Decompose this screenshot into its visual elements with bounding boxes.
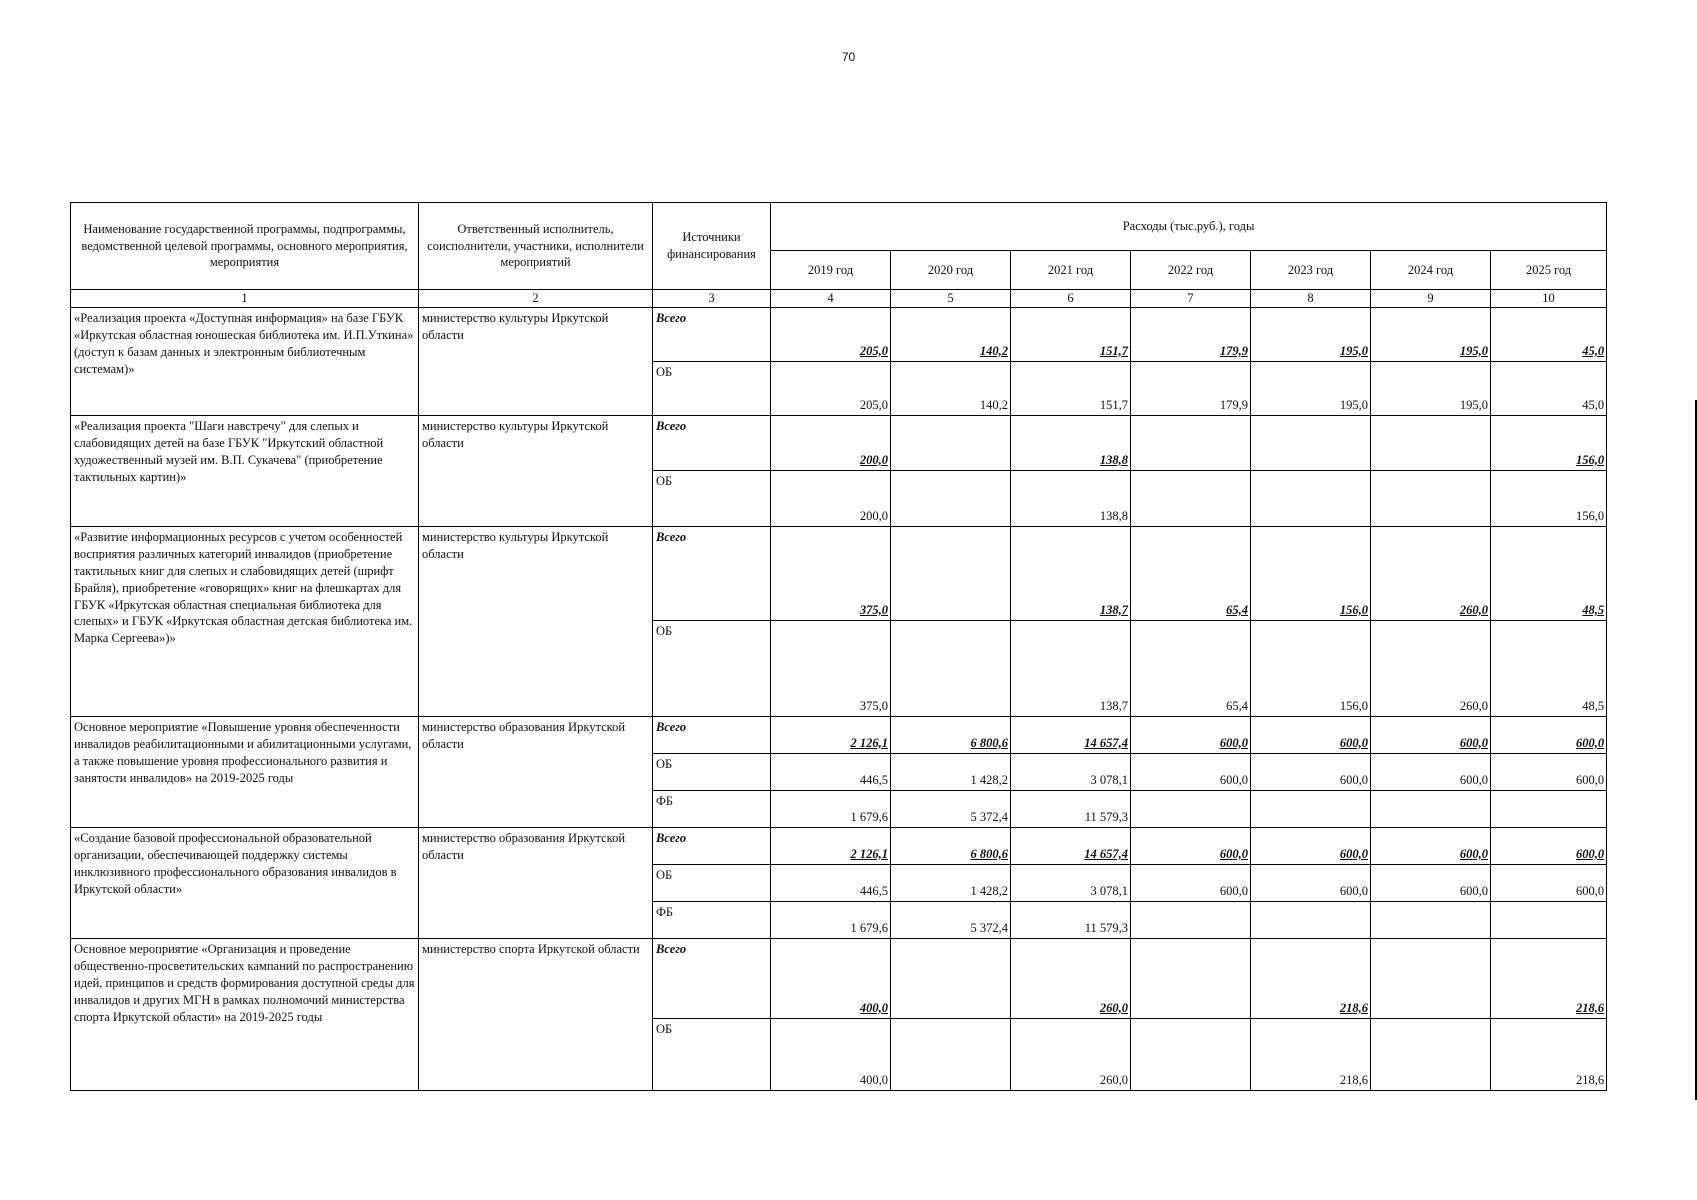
value-cell: 205,0 bbox=[771, 362, 891, 416]
value-cell: 6 800,6 bbox=[891, 717, 1011, 754]
activity-name: Основное мероприятие «Повышение уровня обеспеченности инвалидов реабилитационными и абилитационными услугами, а также повышение уровня профессионального развития и занятости инвалидов» на 2019-2025 годы bbox=[71, 717, 419, 828]
value-cell: 1 428,2 bbox=[891, 865, 1011, 902]
value-cell: 200,0 bbox=[771, 416, 891, 471]
column-number: 4 bbox=[771, 290, 891, 308]
value-cell: 3 078,1 bbox=[1011, 754, 1131, 791]
source-label: Всего bbox=[653, 717, 771, 754]
value-cell: 600,0 bbox=[1491, 865, 1607, 902]
value-cell: 65,4 bbox=[1131, 527, 1251, 621]
value-cell: 156,0 bbox=[1251, 621, 1371, 717]
value-cell bbox=[1251, 902, 1371, 939]
value-cell: 156,0 bbox=[1491, 416, 1607, 471]
activity-name: «Реализация проекта «Доступная информация» на базе ГБУК «Иркутская областная юношеская библиотека им. И.П.Уткина» (доступ к базам данных и электронным библиотечным системам)» bbox=[71, 308, 419, 416]
column-number: 6 bbox=[1011, 290, 1131, 308]
value-cell bbox=[891, 416, 1011, 471]
value-cell: 600,0 bbox=[1491, 717, 1607, 754]
activity-executor: министерство образования Иркутской области bbox=[419, 717, 653, 828]
value-cell: 1 679,6 bbox=[771, 902, 891, 939]
activity-executor: министерство спорта Иркутской области bbox=[419, 939, 653, 1091]
value-cell: 218,6 bbox=[1251, 939, 1371, 1019]
value-cell: 14 657,4 bbox=[1011, 828, 1131, 865]
value-cell: 6 800,6 bbox=[891, 828, 1011, 865]
table-row bbox=[71, 717, 1607, 754]
value-cell: 138,7 bbox=[1011, 621, 1131, 717]
value-cell: 600,0 bbox=[1131, 754, 1251, 791]
value-cell bbox=[891, 527, 1011, 621]
value-cell: 156,0 bbox=[1251, 527, 1371, 621]
source-label: Всего bbox=[653, 828, 771, 865]
value-cell: 446,5 bbox=[771, 865, 891, 902]
value-cell: 5 372,4 bbox=[891, 791, 1011, 828]
value-cell: 200,0 bbox=[771, 471, 891, 527]
source-label: Всего bbox=[653, 308, 771, 362]
activity-executor: министерство культуры Иркутской области bbox=[419, 308, 653, 416]
value-cell: 600,0 bbox=[1251, 865, 1371, 902]
header-year-2020: 2020 год bbox=[891, 251, 1011, 290]
value-cell: 1 679,6 bbox=[771, 791, 891, 828]
value-cell bbox=[1371, 1019, 1491, 1091]
header-year-2023: 2023 год bbox=[1251, 251, 1371, 290]
value-cell: 3 078,1 bbox=[1011, 865, 1131, 902]
column-number: 7 bbox=[1131, 290, 1251, 308]
activity-executor: министерство культуры Иркутской области bbox=[419, 527, 653, 717]
value-cell bbox=[1371, 939, 1491, 1019]
value-cell: 260,0 bbox=[1371, 527, 1491, 621]
value-cell: 218,6 bbox=[1251, 1019, 1371, 1091]
column-number: 3 bbox=[653, 290, 771, 308]
value-cell: 195,0 bbox=[1251, 308, 1371, 362]
value-cell: 400,0 bbox=[771, 1019, 891, 1091]
value-cell: 600,0 bbox=[1371, 828, 1491, 865]
value-cell: 600,0 bbox=[1131, 865, 1251, 902]
value-cell bbox=[891, 1019, 1011, 1091]
value-cell bbox=[891, 621, 1011, 717]
value-cell bbox=[1491, 791, 1607, 828]
activity-name: «Реализация проекта "Шаги навстречу" для слепых и слабовидящих детей на базе ГБУК "Иркутский областной художественный музей им. В.П. Сукачева" (приобретение тактильных картин)» bbox=[71, 416, 419, 527]
table-row bbox=[71, 308, 1607, 362]
header-source: Источники финансирования bbox=[653, 203, 771, 290]
column-number: 8 bbox=[1251, 290, 1371, 308]
value-cell: 260,0 bbox=[1011, 1019, 1131, 1091]
value-cell: 260,0 bbox=[1371, 621, 1491, 717]
source-label: Всего bbox=[653, 416, 771, 471]
value-cell bbox=[1131, 471, 1251, 527]
value-cell bbox=[1371, 791, 1491, 828]
value-cell: 600,0 bbox=[1131, 717, 1251, 754]
value-cell bbox=[1491, 902, 1607, 939]
budget-table bbox=[70, 202, 1607, 1091]
value-cell: 600,0 bbox=[1371, 754, 1491, 791]
value-cell: 5 372,4 bbox=[891, 902, 1011, 939]
value-cell: 45,0 bbox=[1491, 308, 1607, 362]
value-cell: 600,0 bbox=[1371, 865, 1491, 902]
value-cell: 205,0 bbox=[771, 308, 891, 362]
value-cell: 140,2 bbox=[891, 308, 1011, 362]
value-cell bbox=[891, 939, 1011, 1019]
column-number: 2 bbox=[419, 290, 653, 308]
value-cell: 138,7 bbox=[1011, 527, 1131, 621]
value-cell bbox=[1131, 416, 1251, 471]
value-cell: 218,6 bbox=[1491, 939, 1607, 1019]
value-cell bbox=[1131, 1019, 1251, 1091]
value-cell: 195,0 bbox=[1371, 362, 1491, 416]
activity-name: «Создание базовой профессиональной образовательной организации, обеспечивающей поддержку системы инклюзивного профессионального образования инвалидов в Иркутской области» bbox=[71, 828, 419, 939]
value-cell bbox=[1131, 791, 1251, 828]
value-cell bbox=[1251, 791, 1371, 828]
value-cell: 65,4 bbox=[1131, 621, 1251, 717]
value-cell: 375,0 bbox=[771, 527, 891, 621]
table-row bbox=[71, 939, 1607, 1019]
activity-executor: министерство образования Иркутской области bbox=[419, 828, 653, 939]
source-label: Всего bbox=[653, 527, 771, 621]
value-cell: 45,0 bbox=[1491, 362, 1607, 416]
activity-name: «Развитие информационных ресурсов с учетом особенностей восприятия различных категорий инвалидов (приобретение тактильных книг для слепых и слабовидящих детей (шрифт Брайля), приобретение «говорящих» книг на флешкартах для ГБУК «Иркутская областная специальная библиотека для слепых» и ГБУК «Иркутская областная детская библиотека им. Марка Сергеева»)» bbox=[71, 527, 419, 717]
budget-table-sheet bbox=[70, 202, 1606, 1091]
value-cell: 600,0 bbox=[1251, 754, 1371, 791]
value-cell: 156,0 bbox=[1491, 471, 1607, 527]
column-number: 1 bbox=[71, 290, 419, 308]
value-cell: 2 126,1 bbox=[771, 717, 891, 754]
header-executor: Ответственный исполнитель, соисполнители, участники, исполнители мероприятий bbox=[419, 203, 653, 290]
value-cell: 179,9 bbox=[1131, 362, 1251, 416]
header-year-2025: 2025 год bbox=[1491, 251, 1607, 290]
header-year-2022: 2022 год bbox=[1131, 251, 1251, 290]
source-label: ФБ bbox=[653, 902, 771, 939]
column-number: 9 bbox=[1371, 290, 1491, 308]
column-number-row bbox=[71, 290, 1607, 308]
value-cell: 179,9 bbox=[1131, 308, 1251, 362]
page-number: 70 bbox=[841, 50, 856, 64]
value-cell: 600,0 bbox=[1131, 828, 1251, 865]
value-cell bbox=[1371, 471, 1491, 527]
value-cell bbox=[891, 471, 1011, 527]
source-label: Всего bbox=[653, 939, 771, 1019]
table-row bbox=[71, 527, 1607, 621]
value-cell: 195,0 bbox=[1371, 308, 1491, 362]
value-cell: 195,0 bbox=[1251, 362, 1371, 416]
value-cell: 11 579,3 bbox=[1011, 791, 1131, 828]
header-expenses: Расходы (тыс.руб.), годы bbox=[771, 203, 1607, 251]
value-cell: 151,7 bbox=[1011, 308, 1131, 362]
value-cell: 600,0 bbox=[1491, 754, 1607, 791]
column-number: 5 bbox=[891, 290, 1011, 308]
table-row bbox=[71, 828, 1607, 865]
activity-executor: министерство культуры Иркутской области bbox=[419, 416, 653, 527]
value-cell bbox=[1371, 416, 1491, 471]
value-cell: 1 428,2 bbox=[891, 754, 1011, 791]
value-cell: 260,0 bbox=[1011, 939, 1131, 1019]
value-cell: 600,0 bbox=[1251, 828, 1371, 865]
header-year-2021: 2021 год bbox=[1011, 251, 1131, 290]
value-cell: 2 126,1 bbox=[771, 828, 891, 865]
value-cell bbox=[1251, 471, 1371, 527]
value-cell: 600,0 bbox=[1491, 828, 1607, 865]
value-cell bbox=[1371, 902, 1491, 939]
value-cell: 151,7 bbox=[1011, 362, 1131, 416]
value-cell: 218,6 bbox=[1491, 1019, 1607, 1091]
value-cell: 140,2 bbox=[891, 362, 1011, 416]
source-label: ОБ bbox=[653, 471, 771, 527]
value-cell: 446,5 bbox=[771, 754, 891, 791]
header-name: Наименование государственной программы, подпрограммы, ведомственной целевой программы, основного мероприятия, мероприятия bbox=[71, 203, 419, 290]
value-cell: 600,0 bbox=[1251, 717, 1371, 754]
value-cell: 138,8 bbox=[1011, 416, 1131, 471]
column-number: 10 bbox=[1491, 290, 1607, 308]
value-cell bbox=[1131, 939, 1251, 1019]
header-year-2019: 2019 год bbox=[771, 251, 891, 290]
value-cell: 600,0 bbox=[1371, 717, 1491, 754]
source-label: ОБ bbox=[653, 362, 771, 416]
activity-name: Основное мероприятие «Организация и проведение общественно-просветительских кампаний по распространению идей, принципов и средств формирования доступной среды для инвалидов и других МГН в рамках полномочий министерства спорта Иркутской области» на 2019-2025 годы bbox=[71, 939, 419, 1091]
value-cell bbox=[1131, 902, 1251, 939]
value-cell: 48,5 bbox=[1491, 621, 1607, 717]
source-label: ОБ bbox=[653, 865, 771, 902]
value-cell bbox=[1251, 416, 1371, 471]
value-cell: 48,5 bbox=[1491, 527, 1607, 621]
value-cell: 400,0 bbox=[771, 939, 891, 1019]
value-cell: 11 579,3 bbox=[1011, 902, 1131, 939]
value-cell: 14 657,4 bbox=[1011, 717, 1131, 754]
source-label: ОБ bbox=[653, 754, 771, 791]
header-year-2024: 2024 год bbox=[1371, 251, 1491, 290]
source-label: ФБ bbox=[653, 791, 771, 828]
source-label: ОБ bbox=[653, 1019, 771, 1091]
table-row bbox=[71, 416, 1607, 471]
value-cell: 375,0 bbox=[771, 621, 891, 717]
value-cell: 138,8 bbox=[1011, 471, 1131, 527]
source-label: ОБ bbox=[653, 621, 771, 717]
